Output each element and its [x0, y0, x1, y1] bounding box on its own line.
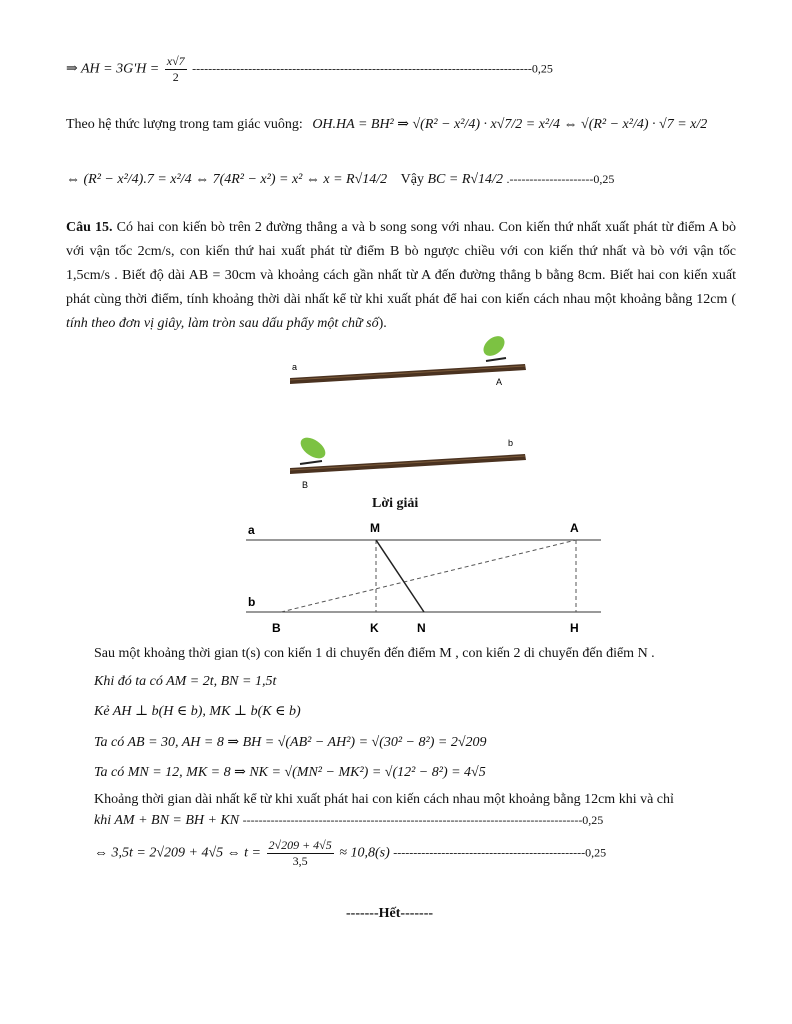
eq2-lead: Theo hệ thức lượng trong tam giác vuông: — [66, 117, 303, 132]
diagram-label-b: b — [248, 595, 256, 609]
eq1-expr: ⇒ AH = 3G'H = — [66, 61, 163, 77]
diagram-label-a: a — [248, 523, 255, 537]
photo-label-A: A — [496, 377, 503, 387]
geometry-diagram — [236, 518, 616, 638]
diagram-label-K: K — [370, 621, 379, 635]
diagram-label-A: A — [570, 521, 579, 535]
equation-line-3 — [66, 172, 614, 188]
eq3-bc: BC = R√14/2 — [427, 172, 503, 187]
eq1-frac-num: x√7 — [166, 54, 185, 68]
problem-paragraph — [66, 216, 736, 336]
step-8-score-dashes: ------------------------------------------------0,25 — [393, 845, 607, 860]
segment-MN — [376, 540, 424, 612]
step-8-fraction — [267, 838, 334, 869]
photo-label-b: b — [508, 438, 514, 448]
eq3-score-dashes: .---------------------0,25 — [506, 172, 615, 186]
step-1: Sau một khoảng thời gian t(s) con kiến 1 di chuyển đến điểm M , con kiến 2 di chuyển đến điểm N . — [94, 646, 655, 661]
equation-line-1 — [66, 54, 553, 85]
step-5: Ta có MN = 12, MK = 8 ⇒ NK = √(MN² − MK²) = √(12² − 8²) = 4√5 — [94, 765, 486, 780]
photo-label-a: a — [292, 362, 298, 372]
ants-illustration — [280, 328, 540, 498]
problem-italic-note: tính theo đơn vị giây, làm tròn sau dấu phẩy một chữ số — [66, 316, 379, 331]
branch-b — [290, 454, 526, 474]
branch-a — [290, 364, 526, 384]
eq3-vay: Vậy — [400, 172, 424, 187]
step-7-line — [94, 813, 603, 829]
ant-a-with-leaf — [480, 332, 509, 361]
photo-label-B: B — [302, 480, 309, 490]
eq2-expr: OH.HA = BH² ⇒ √(R² − x²/4) · x√7/2 = x²/4 ⇔ √(R² − x²/4) · √7 = x/2 — [312, 117, 708, 132]
eq1-fraction — [165, 54, 187, 85]
step-2: Khi đó ta có AM = 2t, BN = 1,5t — [94, 674, 277, 689]
problem-text-end: ). — [378, 316, 387, 331]
ant-b-with-leaf — [297, 433, 329, 464]
step-7: khi AM + BN = BH + KN — [94, 813, 240, 828]
step-8-num: 2√209 + 4√5 — [268, 838, 332, 852]
step-8-den: 3,5 — [292, 854, 308, 868]
diagram-label-N: N — [417, 621, 426, 635]
diagram-label-B: B — [272, 621, 281, 635]
eq1-score-dashes: -------------------------------------------------------------------------------------0,25 — [192, 61, 553, 76]
step-3: Kẻ AH ⊥ b(H ∈ b), MK ⊥ b(K ∈ b) — [94, 704, 301, 719]
step-8-b: ≈ 10,8(s) — [339, 845, 390, 861]
step-7-score-dashes: -------------------------------------------------------------------------------------0,25 — [242, 813, 604, 827]
end-marker: -------Hết------- — [346, 906, 434, 921]
step-4: Ta có AB = 30, AH = 8 ⇒ BH = √(AB² − AH²) = √(30² − 8²) = 2√209 — [94, 735, 487, 750]
diagram-label-M: M — [370, 521, 380, 535]
step-6: Khoảng thời gian dài nhất kể từ khi xuất phát hai con kiến cách nhau một khoảng bằng 12cm khi và chỉ — [94, 792, 674, 807]
eq1-frac-den: 2 — [172, 70, 179, 84]
diagram-label-H: H — [570, 621, 579, 635]
equation-line-2 — [66, 116, 707, 133]
eq3-expr: ⇔ (R² − x²/4).7 = x²/4 ⇔ 7(4R² − x²) = x² ⇔ x = R√14/2 — [66, 172, 388, 187]
problem-label: Câu 15. — [66, 220, 113, 235]
solution-heading: Lời giải — [372, 496, 419, 511]
step-8-a: ⇔ 3,5t = 2√209 + 4√5 ⇔ t = — [94, 845, 261, 861]
segment-BA — [281, 540, 576, 612]
problem-text: Có hai con kiến bò trên 2 đường thẳng a và b song song với nhau. Con kiến thứ nhất xuất phát từ điểm A bò với vận tốc 2cm/s, con kiến thứ hai xuất phát từ điểm B bò ngược chiều với con kiến thứ nhất và bò với vận tốc 1,5cm/s . Biết độ dài AB = 30cm và khoảng cách gần nhất từ A đến đường thẳng b bằng 8cm. Biết hai con kiến xuất phát cùng thời điểm, tính khoảng thời dài nhất kể từ khi xuất phát để hai con kiến cách nhau một khoảng bằng 12cm ( — [66, 220, 736, 307]
step-8-line — [94, 838, 606, 869]
